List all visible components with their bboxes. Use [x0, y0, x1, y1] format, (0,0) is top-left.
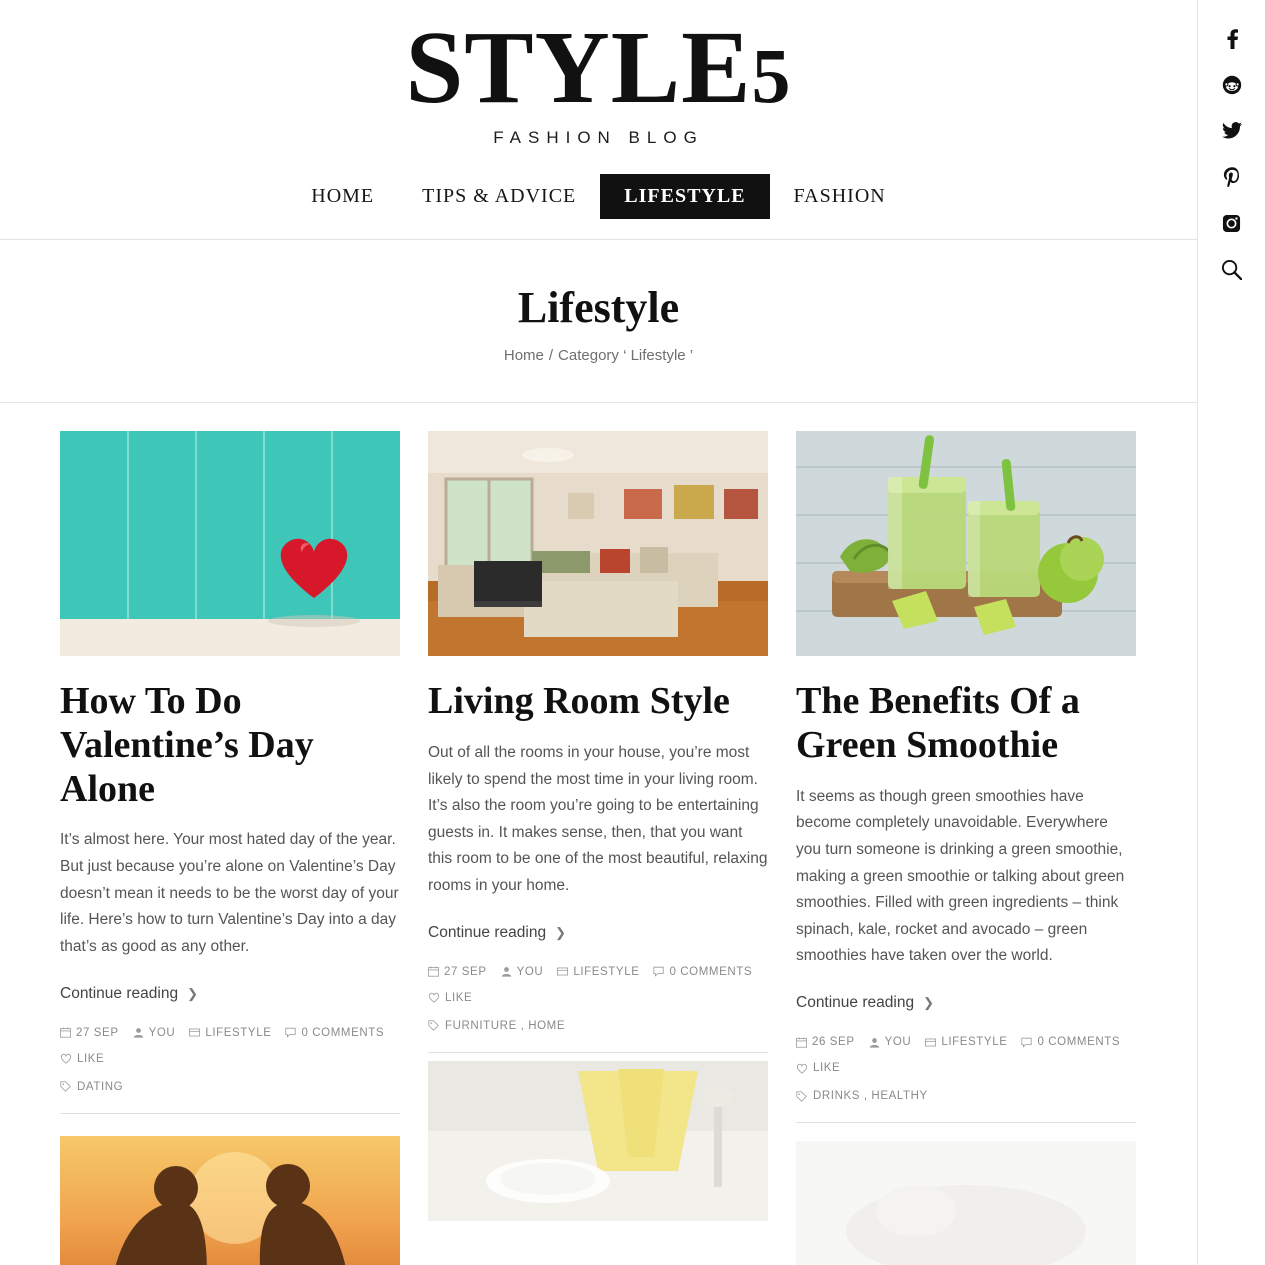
- post-title[interactable]: How To Do Valentine’s Day Alone: [60, 680, 314, 810]
- meta-category-text[interactable]: LIFESTYLE: [573, 965, 640, 978]
- meta-category: [925, 1036, 1007, 1048]
- meta-category-text[interactable]: LIFESTYLE: [941, 1036, 1008, 1049]
- heart-icon: [796, 1063, 808, 1074]
- page-header-block: [0, 240, 1197, 403]
- post-tags-text[interactable]: DRINKS , HEALTHY: [813, 1090, 928, 1103]
- calendar-icon: [60, 1027, 71, 1038]
- instagram-icon[interactable]: [1212, 200, 1252, 246]
- post-thumbnail-couple-sunset[interactable]: [60, 1136, 400, 1265]
- meta-date: [796, 1036, 855, 1048]
- meta-author: [133, 1027, 176, 1039]
- meta-comments: [285, 1027, 384, 1039]
- tag-icon: [796, 1091, 807, 1102]
- meta-author: [869, 1036, 912, 1048]
- meta-author: [501, 966, 544, 978]
- calendar-icon: [796, 1037, 807, 1048]
- heart-icon: [428, 992, 440, 1003]
- chevron-right-icon: ❯: [555, 924, 566, 940]
- logo-main-text: STYLE: [405, 10, 752, 125]
- post-title[interactable]: The Benefits Of a Green Smoothie: [796, 680, 1080, 766]
- meta-author-text[interactable]: YOU: [148, 1026, 176, 1039]
- post-excerpt: It’s almost here. Your most hated day of the year. But just because you’re alone on Valentine’s Day doesn’t mean it needs to be the worst day of your life. Here’s how to turn Valentine’s Day into a day that’s as good as any other.: [60, 831, 399, 955]
- meta-comments-text[interactable]: 0 COMMENTS: [1037, 1036, 1121, 1049]
- nav-item-tips-advice[interactable]: TIPS & ADVICE: [422, 185, 577, 208]
- meta-date: [428, 966, 487, 978]
- continue-reading-label: Continue reading: [60, 984, 179, 1002]
- post-meta: [796, 1032, 1136, 1074]
- heart-icon: [60, 1053, 72, 1064]
- comment-icon: [653, 966, 664, 977]
- tag-icon: [60, 1081, 71, 1092]
- breadcrumb-separator: /: [548, 347, 554, 365]
- twitter-icon[interactable]: [1212, 108, 1252, 154]
- folder-icon: [189, 1027, 200, 1038]
- post-tags: [60, 1081, 400, 1114]
- continue-reading-link[interactable]: [60, 985, 198, 1003]
- meta-category: [189, 1027, 271, 1039]
- tag-icon: [428, 1020, 439, 1031]
- continue-reading-link[interactable]: [796, 994, 934, 1012]
- post-excerpt: It seems as though green smoothies have become completely unavoidable. Everywhere you turn someone is drinking a green smoothie, making a green smoothie or talking about green smoothies. Filled with green ingredients – think spinach, kale, rocket and avocado – green smoothies have taken over the world.: [796, 787, 1125, 965]
- post-tags-text[interactable]: FURNITURE , HOME: [445, 1019, 566, 1032]
- breadcrumb-current: ‘ Lifestyle ’: [623, 347, 694, 365]
- post-card: [428, 431, 768, 1265]
- folder-icon: [557, 966, 568, 977]
- user-icon: [133, 1027, 144, 1038]
- nav-item-fashion[interactable]: FASHION: [793, 185, 886, 208]
- meta-date-text: 27 SEP: [444, 965, 487, 978]
- meta-comments-text[interactable]: 0 COMMENTS: [669, 965, 753, 978]
- meta-author-text[interactable]: YOU: [516, 965, 544, 978]
- continue-reading-label: Continue reading: [796, 994, 915, 1012]
- logo-subtitle: FASHION BLOG: [493, 128, 704, 148]
- meta-like[interactable]: [60, 1053, 104, 1065]
- post-meta: [428, 962, 768, 1004]
- post-thumbnail-living-room[interactable]: [428, 431, 768, 656]
- meta-like-text: LIKE: [445, 991, 473, 1004]
- meta-date-text: 26 SEP: [812, 1036, 855, 1049]
- pinterest-icon[interactable]: [1212, 154, 1252, 200]
- user-icon: [501, 966, 512, 977]
- post-thumbnail-green-smoothie[interactable]: [796, 431, 1136, 656]
- page-title: Lifestyle: [517, 283, 680, 333]
- post-tags: [428, 1020, 768, 1053]
- social-sidebar: [1197, 0, 1265, 1265]
- meta-comments: [653, 966, 752, 978]
- folder-icon: [925, 1037, 936, 1048]
- meta-like-text: LIKE: [77, 1052, 105, 1065]
- post-title[interactable]: Living Room Style: [428, 680, 730, 723]
- post-tags-text[interactable]: DATING: [77, 1080, 124, 1093]
- meta-comments: [1021, 1036, 1120, 1048]
- post-card: [60, 431, 400, 1265]
- chevron-right-icon: ❯: [187, 985, 198, 1001]
- meta-date-text: 27 SEP: [76, 1026, 119, 1039]
- post-thumbnail-white-faded[interactable]: [796, 1141, 1136, 1265]
- continue-reading-link[interactable]: [428, 924, 566, 942]
- facebook-icon[interactable]: [1212, 16, 1252, 62]
- nav-item-lifestyle[interactable]: LIFESTYLE: [600, 174, 769, 219]
- comment-icon: [1021, 1037, 1032, 1048]
- post-excerpt: Out of all the rooms in your house, you’re most likely to spend the most time in your living room. It’s also the room you’re going to be entertaining guests in. It makes sense, then, that you want this room to be one of the most beautiful, relaxing rooms in your home.: [428, 743, 768, 895]
- site-header: [0, 0, 1197, 240]
- search-icon[interactable]: [1212, 246, 1252, 292]
- post-card: [796, 431, 1136, 1265]
- breadcrumb: [0, 347, 1197, 364]
- meta-like-text: LIKE: [813, 1062, 841, 1075]
- logo-number: 5: [751, 32, 792, 119]
- breadcrumb-category[interactable]: Category: [558, 347, 619, 365]
- comment-icon: [285, 1027, 296, 1038]
- meta-like[interactable]: [428, 992, 472, 1004]
- meta-like[interactable]: [796, 1062, 840, 1074]
- post-thumbnail-table-setting[interactable]: [428, 1061, 768, 1221]
- user-icon: [869, 1037, 880, 1048]
- post-tags: [796, 1090, 1136, 1123]
- meta-comments-text[interactable]: 0 COMMENTS: [301, 1026, 385, 1039]
- reddit-icon[interactable]: [1212, 62, 1252, 108]
- meta-date: [60, 1027, 119, 1039]
- meta-author-text[interactable]: YOU: [884, 1036, 912, 1049]
- meta-category-text[interactable]: LIFESTYLE: [205, 1026, 272, 1039]
- breadcrumb-home[interactable]: Home: [503, 347, 544, 365]
- post-meta: [60, 1023, 400, 1065]
- post-thumbnail-heart[interactable]: [60, 431, 400, 656]
- nav-item-home[interactable]: HOME: [311, 185, 375, 208]
- main-navigation: [0, 174, 1197, 239]
- continue-reading-label: Continue reading: [428, 923, 547, 941]
- meta-category: [557, 966, 639, 978]
- chevron-right-icon: ❯: [923, 995, 934, 1011]
- post-grid: [0, 403, 1197, 1265]
- calendar-icon: [428, 966, 439, 977]
- site-logo[interactable]: [0, 10, 1197, 125]
